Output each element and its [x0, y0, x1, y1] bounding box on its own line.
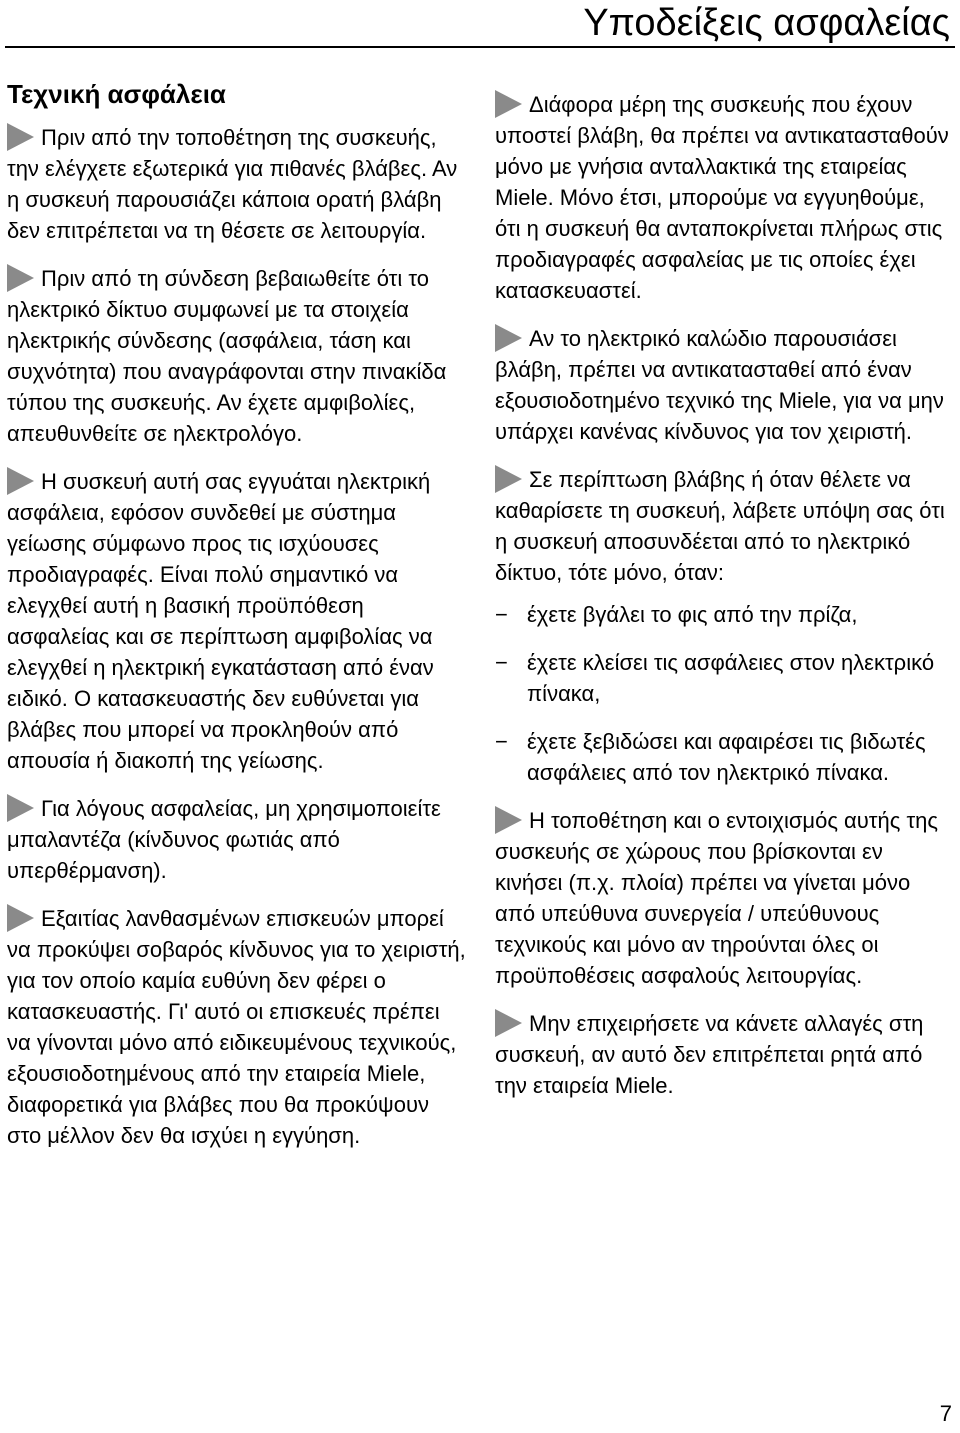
right-column [495, 89, 955, 1118]
instruction-text: Πριν από τη σύνδεση βεβαιωθείτε ότι το ηλεκτρικό δίκτυο συμφωνεί με τα στοιχεία ηλεκτρικής σύνδεσης (ασφάλεια, τάση και συχνότητα) που αναγράφονται στην πινακίδα τύπου της συσκευής. Αν έχετε αμφιβολίες, απευθυνθείτε σε ηλεκτρολόγο. [7, 266, 447, 446]
dash-bullet: − [495, 602, 508, 627]
instruction-text: Σε περίπτωση βλάβης ή όταν θέλετε να καθαρίσετε τη συσκευή, λάβετε υπόψη σας ότι η συσκευή αποσυνδέεται από το ηλεκτρικό δίκτυο, τότε μόνο, όταν: [495, 467, 945, 585]
list-item-text: έχετε κλείσει τις ασφάλειες στον ηλεκτρικό πίνακα, [527, 650, 935, 706]
safety-instruction [495, 323, 955, 447]
instruction-text: Η τοποθέτηση και ο εντοιχισμός αυτής της συσκευής σε χώρους που βρίσκονται εν κινήσει (π.χ. πλοία) πρέπει να γίνεται μόνο από υπεύθυνα συνεργεία / υπεύθυνους τεχνικούς και μόνο αν τηρούνται όλες οι προϋποθέσεις ασφαλούς λειτουργίας. [495, 808, 938, 988]
triangle-bullet-icon [7, 264, 34, 292]
instruction-text: Μην επιχειρήσετε να κάνετε αλλαγές στη συσκευή, αν αυτό δεν επιτρέπεται ρητά από την εταιρεία Miele. [495, 1011, 924, 1098]
instruction-text: Για λόγους ασφαλείας, μη χρησιμοποιείτε μπαλαντέζα (κίνδυνος φωτιάς από υπερθέρμανση). [7, 796, 441, 883]
safety-instruction [7, 903, 469, 1151]
page-header-title: Υποδείξεις ασφαλείας [583, 2, 950, 44]
triangle-bullet-icon [495, 806, 522, 834]
instruction-text: Διάφορα μέρη της συσκευής που έχουν υποστεί βλάβη, θα πρέπει να αντικατασταθούν μόνο με γνήσια ανταλλακτικά της εταιρείας Miele. Μόνο έτσι, μπορούμε να εγγυηθούμε, ότι η συσκευή θα ανταποκρίνεται πλήρως στις προδιαγραφές ασφαλείας με τις οποίες έχει κατασκευαστεί. [495, 92, 949, 303]
header-divider [5, 46, 955, 48]
triangle-bullet-icon [495, 1009, 522, 1037]
instruction-text: Αν το ηλεκτρικό καλώδιο παρουσιάσει βλάβη, πρέπει να αντικατασταθεί από έναν εξουσιοδοτημένο τεχνικό της Miele, για να μην υπάρχει κανένας κίνδυνος για τον χειριστή. [495, 326, 944, 444]
list-item-text: έχετε ξεβιδώσει και αφαιρέσει τις βιδωτές ασφάλειες από τον ηλεκτρικό πίνακα. [527, 729, 926, 785]
triangle-bullet-icon [495, 324, 522, 352]
triangle-bullet-icon [7, 904, 34, 932]
dash-bullet: − [495, 650, 508, 675]
section-heading: Τεχνική ασφάλεια [7, 79, 226, 109]
instruction-text: Εξαιτίας λανθασμένων επισκευών μπορεί να προκύψει σοβαρός κίνδυνος για το χειριστή, για τον οποίο καμία ευθύνη δεν φέρει ο κατασκευαστής. Γι' αυτό οι επισκευές πρέπει να γίνονται μόνο από ειδικευμένους τεχνικούς, εξουσιοδοτημένους από την εταιρεία Miele, διαφορετικά για βλάβες που θα προκύψουν στο μέλλον δεν θα ισχύει η εγγύηση. [7, 906, 466, 1148]
instruction-text: Η συσκευή αυτή σας εγγυάται ηλεκτρική ασφάλεια, εφόσον συνδεθεί με σύστημα γείωσης σύμφωνο προς τις ισχύουσες προδιαγραφές. Είναι πολύ σημαντικό να ελεγχθεί αυτή η βασική προϋπόθεση ασφαλείας και σε περίπτωση αμφιβολίας να ελεγχθεί η ηλεκτρική εγκατάσταση από έναν ειδικό. Ο κατασκευαστής δεν ευθύνεται για βλάβες που μπορεί να προκληθούν από απουσία ή διακοπή της γείωσης. [7, 469, 434, 773]
disconnection-conditions-list [495, 599, 955, 788]
triangle-bullet-icon [7, 467, 34, 495]
instruction-text: Πριν από την τοποθέτηση της συσκευής, την ελέγχετε εξωτερικά για πιθανές βλάβες. Αν η συσκευή παρουσιάζει κάποια ορατή βλάβη δεν επιτρέπεται να τη θέσετε σε λειτουργία. [7, 125, 458, 243]
triangle-bullet-icon [7, 123, 34, 151]
list-item [495, 599, 955, 630]
list-item [495, 647, 955, 709]
safety-instruction [495, 805, 955, 991]
safety-instruction [7, 263, 469, 449]
safety-instruction [7, 793, 469, 886]
triangle-bullet-icon [495, 465, 522, 493]
safety-instruction [7, 466, 469, 776]
list-item-text: έχετε βγάλει το φις από την πρίζα, [527, 602, 858, 627]
list-item [495, 726, 955, 788]
triangle-bullet-icon [7, 794, 34, 822]
safety-instruction [495, 464, 955, 588]
page-number: 7 [939, 1401, 952, 1426]
left-column [7, 74, 469, 1168]
triangle-bullet-icon [495, 90, 522, 118]
safety-instruction [495, 1008, 955, 1101]
safety-instruction [495, 89, 955, 306]
dash-bullet: − [495, 729, 508, 754]
safety-instruction [7, 122, 469, 246]
